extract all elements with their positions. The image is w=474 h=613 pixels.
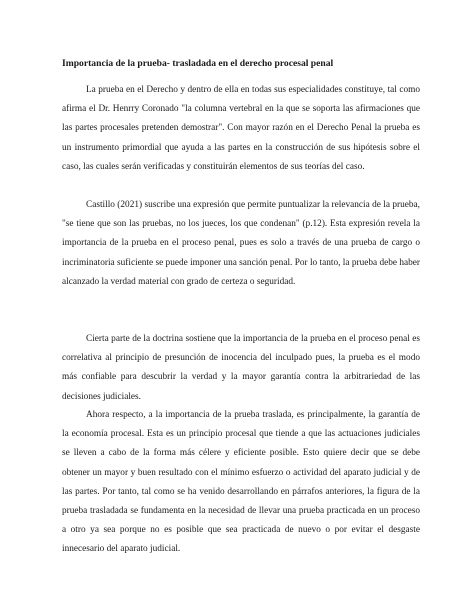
paragraph-3: Cierta parte de la doctrina sostiene que la importancia de la prueba en el proceso penal es correlativa al principio de presunción de inocencia del inculpado pues, la prueba es el modo más confiable para descubrir la verdad y la mayor garantía contra la arbitrariedad de las decisiones judiciales. xyxy=(62,334,420,402)
paragraph-2: Castillo (2021) suscribe una expresión que permite puntualizar la relevancia de la prueba, "se tiene que son las pruebas, no los jueces, los que condenan" (p.12). Esta expresión revela la importancia de la prueba en el proceso penal, pues es solo a través de una prueba de cargo o incriminatoria suficiente se puede imponer una sanción penal. Por lo tanto, la prueba debe haber alcanzado la verdad material con grado de certeza o seguridad. xyxy=(62,200,420,287)
paragraph-4: Ahora respecto, a la importancia de la prueba traslada, es principalmente, la garantía de la economía procesal. Esta es un principio procesal que tiende a que las actuaciones judiciales se lleven a cabo de la forma más célere y eficiente posible. Esto quiere decir que se debe obtener un mayor y buen resultado con el mínimo esfuerzo o actividad del aparato judicial y de las partes. Por tanto, tal como se ha venido desarrollando en párrafos anteriores, la figura de la prueba trasladada se fundamenta en la necesidad de llevar una prueba practicada en un proceso a otro ya sea porque no es posible que sea practicada de nuevo o por evitar el desgaste innecesario del aparato judicial. xyxy=(62,410,420,555)
document-title: Importancia de la prueba- trasladada en el derecho procesal penal xyxy=(62,58,334,69)
paragraph-1: La prueba en el Derecho y dentro de ella en todas sus especialidades constituye, tal como afirma el Dr. Henrry Coronado "la columna vertebral en la que se soporta las afirmaciones que las partes procesales pretenden demostrar". Con mayor razón en el Derecho Penal la prueba es un instrumento primordial que ayuda a las partes en la construcción de sus hipótesis sobre el caso, las cuales serán verificadas y constituirán elementos de sus teorías del caso. xyxy=(62,85,420,172)
